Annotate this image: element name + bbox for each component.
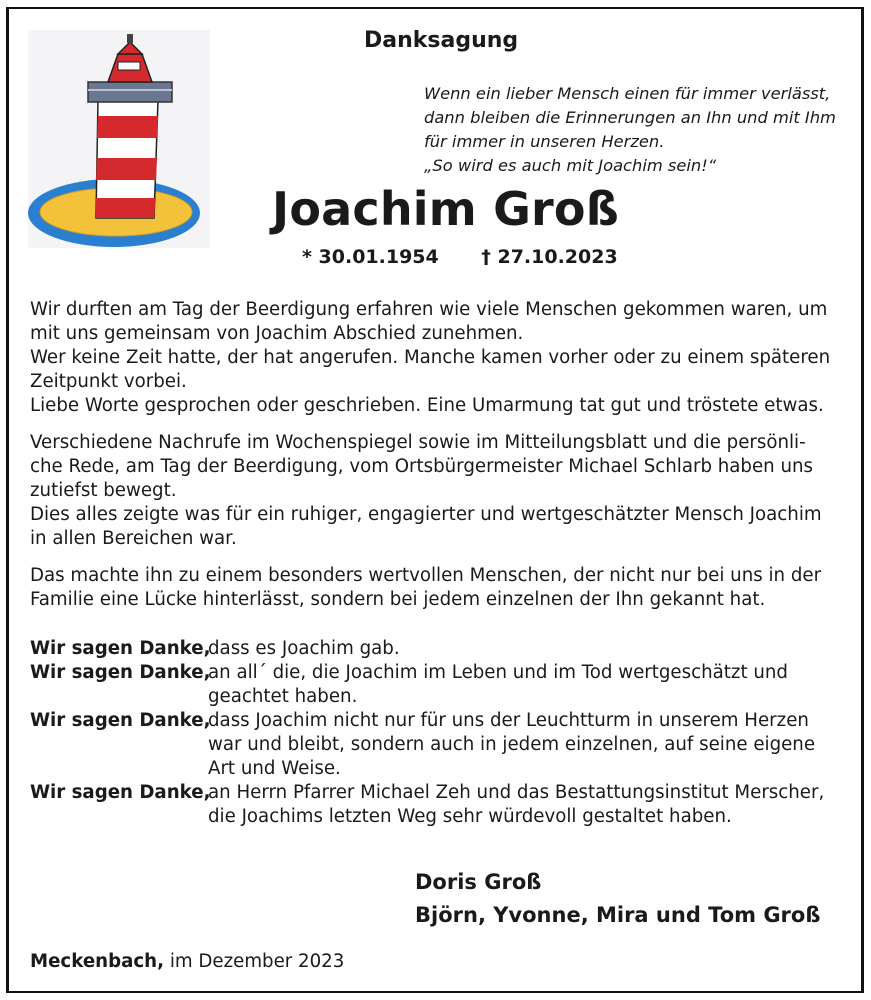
thanks-text <box>208 781 845 829</box>
thanks-item <box>30 709 845 781</box>
thanks-label: Wir sagen Danke, <box>30 638 211 659</box>
text-line: dass es Joachim gab. <box>208 638 400 659</box>
signer-name: Doris Groß <box>415 870 542 894</box>
thanks-text <box>208 709 845 781</box>
text-line: mit uns gemeinsam von Joachim Abschied zunehmen. <box>30 323 524 344</box>
text-line: in allen Bereichen war. <box>30 528 237 549</box>
letter-body <box>30 298 845 625</box>
tower-stripe <box>97 116 158 138</box>
memorial-quote <box>424 82 844 178</box>
text-line: che Rede, am Tag der Beerdigung, vom Ortsbürgermeister Michael Schlarb haben uns <box>30 456 814 477</box>
text-line: Art und Weise. <box>208 758 341 779</box>
deceased-name: Joachim Groß <box>272 182 620 236</box>
paragraph <box>30 298 845 418</box>
text-line: zutiefst bewegt. <box>30 480 177 501</box>
text-line: Wir durften am Tag der Beerdigung erfahren wie viele Menschen gekommen waren, um <box>30 299 828 320</box>
death-date: † 27.10.2023 <box>481 246 618 268</box>
text-line: Dies alles zeigte was für ein ruhiger, engagierter und wertgeschätzter Mensch Joachim <box>30 504 822 525</box>
text-line: an Herrn Pfarrer Michael Zeh und das Bestattungsinstitut Merscher, <box>208 782 825 803</box>
thanks-item <box>30 637 845 661</box>
life-dates <box>302 246 618 268</box>
lighthouse-cap <box>118 42 142 54</box>
quote-line: dann bleiben die Erinnerungen an Ihn und mit Ihm <box>424 108 836 127</box>
place-name: Meckenbach, <box>30 951 165 972</box>
text-line: Verschiedene Nachrufe im Wochenspiegel sowie im Mitteilungsblatt und die persönli- <box>30 432 806 453</box>
thanks-label: Wir sagen Danke, <box>30 662 211 683</box>
text-line: Familie eine Lücke hinterlässt, sondern bei jedem einzelnen der Ihn gekannt hat. <box>30 589 766 610</box>
signatories <box>415 866 820 932</box>
text-line: geachtet haben. <box>208 686 358 707</box>
birth-date: * 30.01.1954 <box>302 246 439 268</box>
place-and-date <box>30 951 344 972</box>
text-line: Das machte ihn zu einem besonders wertvollen Menschen, der nicht nur bei uns in der <box>30 565 822 586</box>
text-line: die Joachims letzten Weg sehr würdevoll gestaltet haben. <box>208 806 732 827</box>
thanks-label: Wir sagen Danke, <box>30 710 211 731</box>
paragraph <box>30 431 845 551</box>
lighthouse-illustration <box>28 30 210 248</box>
thanks-text <box>208 661 845 709</box>
text-line: Zeitpunkt vorbei. <box>30 371 187 392</box>
text-line: an all´ die, die Joachim im Leben und im Tod wertgeschätzt und <box>208 662 788 683</box>
quote-line: für immer in unseren Herzen. <box>424 132 665 151</box>
thanks-item <box>30 781 845 829</box>
text-line: dass Joachim nicht nur für uns der Leuchtturm in unserem Herzen <box>208 710 809 731</box>
page-title: Danksagung <box>364 28 519 53</box>
signer-name: Björn, Yvonne, Mira und Tom Groß <box>415 903 821 927</box>
lighthouse-drawing <box>28 30 210 248</box>
lamp-gallery <box>88 82 172 102</box>
paragraph <box>30 564 845 612</box>
tower-stripe <box>96 198 156 218</box>
lighthouse-finial <box>127 34 133 43</box>
notice-date: im Dezember 2023 <box>169 951 345 972</box>
thanks-item <box>30 661 845 709</box>
thanks-text <box>208 637 845 661</box>
tower-stripe <box>96 158 157 180</box>
thanks-list <box>30 637 845 829</box>
quote-line: „So wird es auch mit Joachim sein!“ <box>424 156 717 175</box>
thanks-label: Wir sagen Danke, <box>30 782 211 803</box>
lantern-window <box>118 62 140 70</box>
quote-line: Wenn ein lieber Mensch einen für immer verlässt, <box>424 84 831 103</box>
text-line: Wer keine Zeit hatte, der hat angerufen. Manche kamen vorher oder zu einem späteren <box>30 347 831 368</box>
text-line: war und bleibt, sondern auch in jedem einzelnen, auf seine eigene <box>208 734 816 755</box>
text-line: Liebe Worte gesprochen oder geschrieben. Eine Umarmung tat gut und tröstete etwas. <box>30 395 824 416</box>
